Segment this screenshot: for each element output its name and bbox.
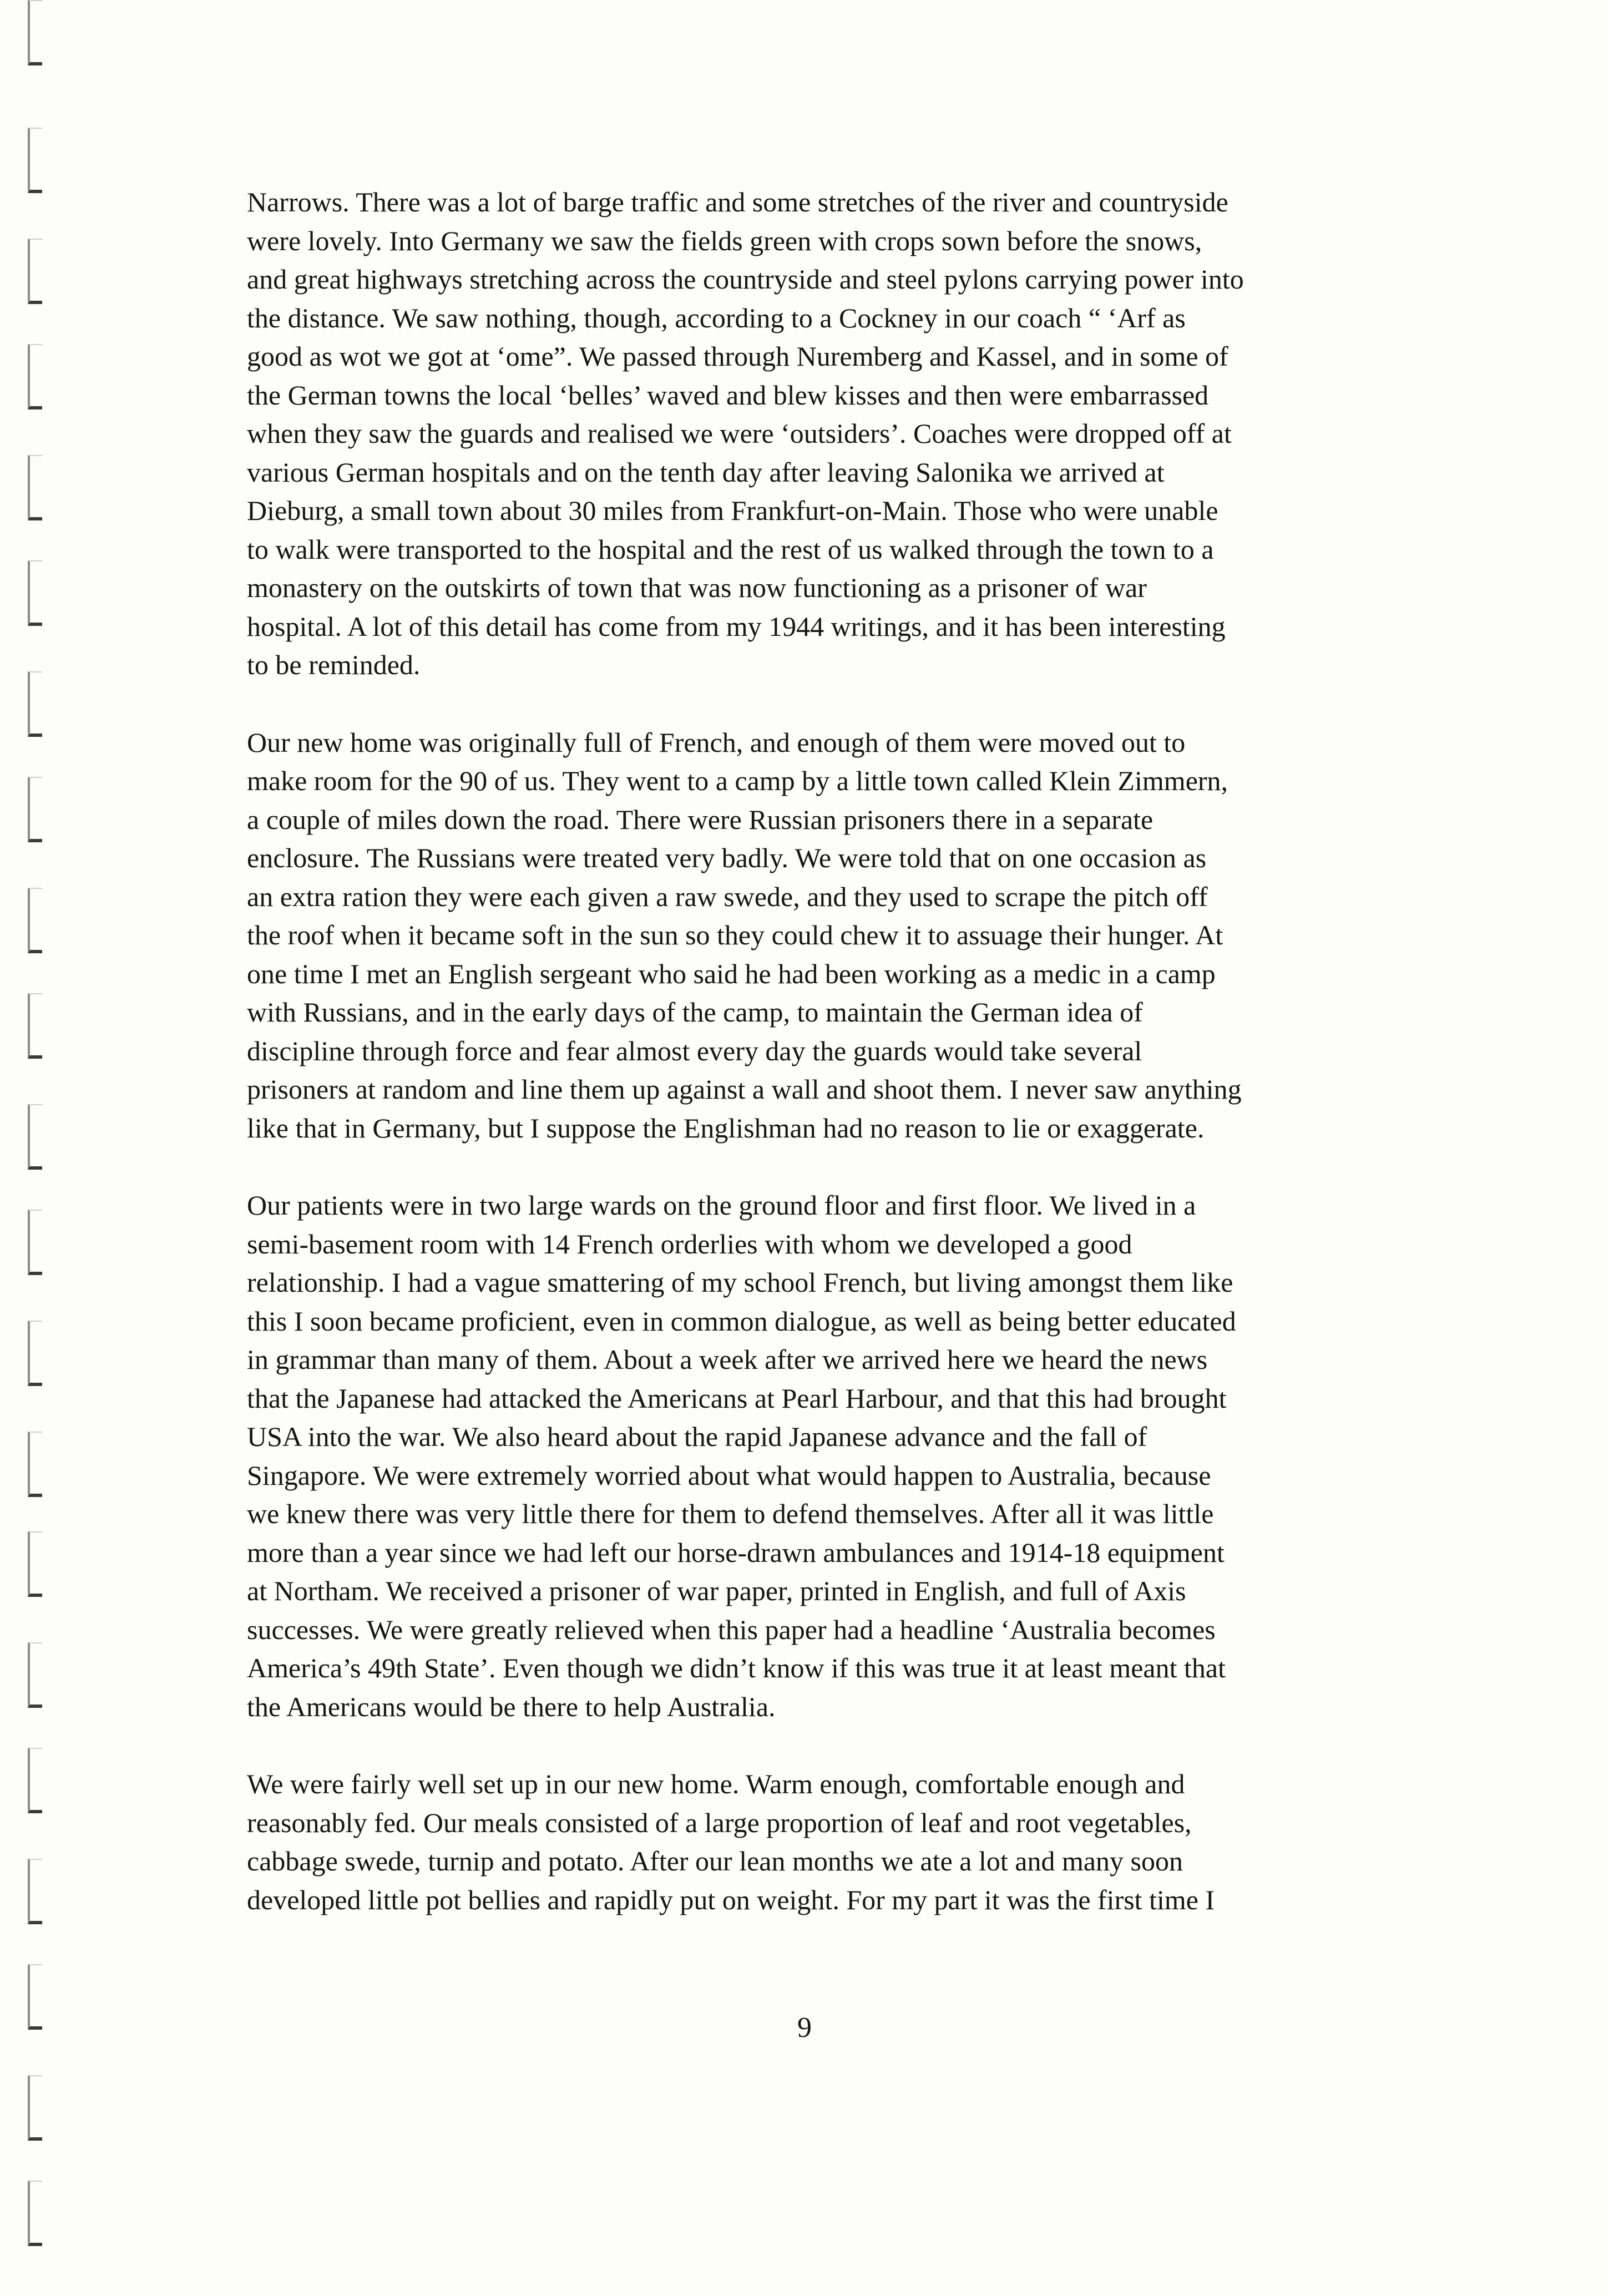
- binder-strip: [12, 0, 51, 2296]
- binder-mark: [28, 1432, 42, 1497]
- binder-mark: [28, 1859, 42, 1924]
- binder-mark: [28, 671, 42, 737]
- binder-mark: [28, 344, 42, 409]
- text-line: America’s 49th State’. Even though we didn’t know if this was true it at least meant that: [247, 1652, 1226, 1683]
- text-line: that the Japanese had attacked the Americans at Pearl Harbour, and that this had brought: [247, 1382, 1227, 1414]
- text-line: various German hospitals and on the tenth day after leaving Salonika we arrived at: [247, 456, 1165, 488]
- binder-mark: [28, 560, 42, 626]
- text-line: an extra ration they were each given a raw swede, and they used to scrape the pitch off: [247, 881, 1208, 912]
- binder-mark: [28, 239, 42, 304]
- binder-mark: [28, 777, 42, 842]
- text-line: to be reminded.: [247, 649, 421, 680]
- text-line: We were fairly well set up in our new home. Warm enough, comfortable enough and: [247, 1768, 1185, 1799]
- text-line: were lovely. Into Germany we saw the fields green with crops sown before the snows,: [247, 225, 1202, 256]
- text-line: prisoners at random and line them up against a wall and shoot them. I never saw anything: [247, 1074, 1242, 1105]
- text-line: Singapore. We were extremely worried about what would happen to Australia, because: [247, 1459, 1211, 1491]
- text-line: to walk were transported to the hospital and the rest of us walked through the town to a: [247, 533, 1214, 565]
- text-line: more than a year since we had left our horse-drawn ambulances and 1914-18 equipment: [247, 1536, 1225, 1568]
- text-line: the Americans would be there to help Australia.: [247, 1691, 776, 1722]
- text-line: make room for the 90 of us. They went to a camp by a little town called Klein Zimmern,: [247, 765, 1228, 796]
- paragraph: [247, 1186, 1420, 1726]
- text-line: Dieburg, a small town about 30 miles from Frankfurt-on-Main. Those who were unable: [247, 495, 1218, 526]
- binder-mark: [28, 2181, 42, 2246]
- text-line: at Northam. We received a prisoner of war paper, printed in English, and full of Axis: [247, 1575, 1186, 1606]
- binder-mark: [28, 1642, 42, 1708]
- text-line: and great highways stretching across the countryside and steel pylons carrying power into: [247, 264, 1244, 295]
- binder-mark: [28, 888, 42, 953]
- binder-mark: [28, 455, 42, 520]
- paragraph: [247, 1765, 1420, 1919]
- text-line: enclosure. The Russians were treated very badly. We were told that on one occasion as: [247, 842, 1207, 873]
- binder-mark: [28, 993, 42, 1059]
- text-line: monastery on the outskirts of town that was now functioning as a prisoner of war: [247, 572, 1147, 603]
- text-line: discipline through force and fear almost every day the guards would take several: [247, 1035, 1142, 1066]
- page-number: 9: [797, 2012, 812, 2044]
- binder-mark: [28, 128, 42, 193]
- paragraph: [247, 183, 1420, 685]
- body-text: [247, 183, 1420, 1958]
- binder-mark: [28, 0, 42, 65]
- text-line: this I soon became proficient, even in common dialogue, as well as being better educated: [247, 1305, 1236, 1337]
- text-line: in grammar than many of them. About a week after we arrived here we heard the news: [247, 1344, 1208, 1375]
- text-line: reasonably fed. Our meals consisted of a large proportion of leaf and root vegetables,: [247, 1807, 1192, 1838]
- text-line: a couple of miles down the road. There were Russian prisoners there in a separate: [247, 803, 1153, 835]
- text-line: when they saw the guards and realised we were ‘outsiders’. Coaches were dropped off at: [247, 418, 1232, 449]
- text-line: semi-basement room with 14 French orderlies with whom we developed a good: [247, 1228, 1132, 1260]
- paragraph: [247, 724, 1420, 1148]
- binder-mark: [28, 1321, 42, 1386]
- text-line: the roof when it became soft in the sun so they could chew it to assuage their hunger. At: [247, 919, 1223, 950]
- text-line: good as wot we got at ‘ome”. We passed through Nuremberg and Kassel, and in some of: [247, 341, 1228, 372]
- binder-mark: [28, 1210, 42, 1275]
- binder-mark: [28, 1748, 42, 1813]
- text-line: with Russians, and in the early days of the camp, to maintain the German idea of: [247, 997, 1143, 1028]
- text-line: the German towns the local ‘belles’ waved and blew kisses and then were embarrassed: [247, 379, 1209, 411]
- text-line: successes. We were greatly relieved when this paper had a headline ‘Australia becomes: [247, 1614, 1216, 1645]
- text-line: like that in Germany, but I suppose the Englishman had no reason to lie or exaggerate.: [247, 1112, 1205, 1144]
- binder-mark: [28, 1531, 42, 1597]
- text-line: cabbage swede, turnip and potato. After our lean months we ate a lot and many soon: [247, 1845, 1183, 1877]
- binder-mark: [28, 2075, 42, 2141]
- text-line: one time I met an English sergeant who said he had been working as a medic in a camp: [247, 958, 1216, 989]
- text-line: we knew there was very little there for them to defend themselves. After all it was little: [247, 1498, 1214, 1529]
- text-line: relationship. I had a vague smattering of my school French, but living amongst them like: [247, 1267, 1233, 1298]
- binder-mark: [28, 1104, 42, 1170]
- text-line: Our new home was originally full of French, and enough of them were moved out to: [247, 726, 1186, 758]
- text-line: Narrows. There was a lot of barge traffic and some stretches of the river and countryside: [247, 186, 1228, 218]
- text-line: USA into the war. We also heard about the rapid Japanese advance and the fall of: [247, 1421, 1147, 1452]
- text-line: the distance. We saw nothing, though, according to a Cockney in our coach “ ‘Arf as: [247, 302, 1186, 333]
- text-line: hospital. A lot of this detail has come from my 1944 writings, and it has been interesting: [247, 610, 1226, 642]
- text-line: Our patients were in two large wards on the ground floor and first floor. We lived in a: [247, 1190, 1196, 1221]
- text-line: developed little pot bellies and rapidly put on weight. For my part it was the first time I: [247, 1884, 1215, 1915]
